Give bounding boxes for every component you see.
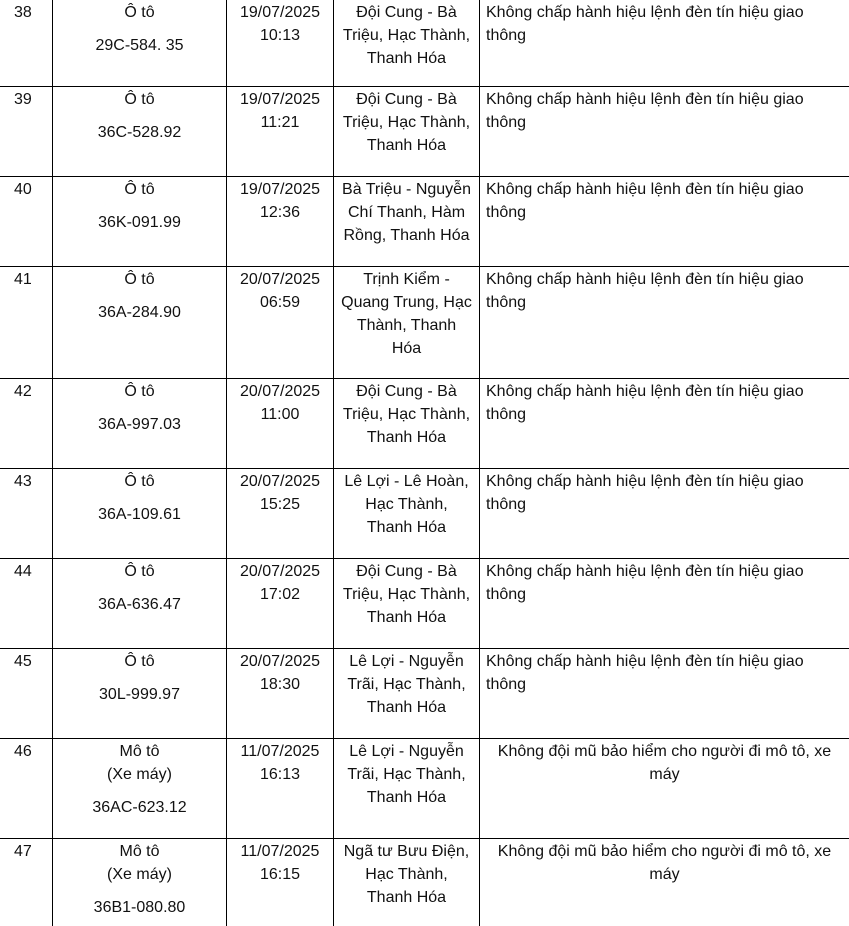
vehicle-type: Mô tô <box>119 843 160 860</box>
violation-cell <box>479 649 849 738</box>
location-cell <box>333 87 479 176</box>
row-number-cell <box>0 559 52 648</box>
datetime-cell <box>226 739 333 838</box>
location-line: Triệu, Hạc Thành, <box>342 406 471 423</box>
violation-description: Không chấp hành hiệu lệnh đèn tín hiệu giao thông <box>486 4 804 44</box>
vehicle-type: (Xe máy) <box>107 866 172 883</box>
table-row <box>0 0 849 87</box>
vehicle-cell <box>52 177 226 266</box>
violation-description: Không chấp hành hiệu lệnh đèn tín hiệu giao thông <box>486 271 804 311</box>
location-line: Lê Lợi - Lê Hoàn, <box>344 473 469 490</box>
violation-description: Không chấp hành hiệu lệnh đèn tín hiệu giao thông <box>486 91 804 131</box>
vehicle-cell <box>52 839 226 926</box>
datetime-cell <box>226 469 333 558</box>
violation-description: Không chấp hành hiệu lệnh đèn tín hiệu giao thông <box>486 563 804 603</box>
row-number-cell <box>0 177 52 266</box>
violation-date: 11/07/2025 <box>240 843 320 860</box>
vehicle-cell <box>52 469 226 558</box>
datetime-cell <box>226 267 333 378</box>
location-line: Đội Cung - Bà <box>356 4 457 21</box>
table-row <box>0 177 849 267</box>
location-cell <box>333 739 479 838</box>
row-number-cell <box>0 649 52 738</box>
license-plate: 36B1-080.80 <box>93 899 186 916</box>
violation-cell <box>479 559 849 648</box>
vehicle-type: Ô tô <box>124 653 155 670</box>
violation-description: Không chấp hành hiệu lệnh đèn tín hiệu giao thông <box>486 473 804 513</box>
datetime-cell <box>226 839 333 926</box>
location-line: Đội Cung - Bà <box>356 383 457 400</box>
violation-description: máy <box>649 766 680 783</box>
violation-cell <box>479 469 849 558</box>
vehicle-cell <box>52 559 226 648</box>
location-line: Hạc Thành, <box>365 866 448 883</box>
location-line: Triệu, Hạc Thành, <box>342 114 471 131</box>
location-cell <box>333 0 479 86</box>
table-row <box>0 469 849 559</box>
table-row <box>0 267 849 379</box>
row-number-cell <box>0 739 52 838</box>
location-line: Lê Lợi - Nguyễn <box>349 653 464 670</box>
location-line: Trịnh Kiểm - <box>363 271 450 288</box>
vehicle-cell <box>52 0 226 86</box>
license-plate: 30L-999.97 <box>99 686 180 703</box>
violation-cell <box>479 0 849 86</box>
vehicle-type: Mô tô <box>119 743 160 760</box>
location-line: Thanh Hóa <box>366 789 447 806</box>
location-line: Thanh Hóa <box>366 889 447 906</box>
violation-cell <box>479 739 849 838</box>
datetime-cell <box>226 379 333 468</box>
vehicle-cell <box>52 739 226 838</box>
vehicle-type: Ô tô <box>124 563 155 580</box>
vehicle-type: (Xe máy) <box>107 766 172 783</box>
location-cell <box>333 177 479 266</box>
table-row <box>0 739 849 839</box>
vehicle-cell <box>52 267 226 378</box>
location-line: Chí Thanh, Hàm <box>347 204 466 221</box>
location-line: Lê Lợi - Nguyễn <box>349 743 464 760</box>
license-plate: 36C-528.92 <box>97 124 182 141</box>
violation-time: 18:30 <box>259 676 301 693</box>
license-plate: 36K-091.99 <box>98 214 181 231</box>
violation-time: 11:21 <box>260 114 300 131</box>
row-number-cell <box>0 469 52 558</box>
violation-cell <box>479 177 849 266</box>
violation-time: 15:25 <box>259 496 301 513</box>
location-cell <box>333 469 479 558</box>
violation-cell <box>479 87 849 176</box>
location-line: Trãi, Hạc Thành, <box>347 676 466 693</box>
vehicle-cell <box>52 87 226 176</box>
violation-description: máy <box>649 866 680 883</box>
row-number: 46 <box>14 743 32 760</box>
violation-cell <box>479 839 849 926</box>
row-number: 40 <box>14 181 32 198</box>
vehicle-type: Ô tô <box>124 181 155 198</box>
violation-date: 20/07/2025 <box>239 473 321 490</box>
location-line: Thanh Hóa <box>366 519 447 536</box>
violation-description: Không đội mũ bảo hiểm cho người đi mô tô, xe <box>497 843 832 860</box>
violation-time: 11:00 <box>260 406 300 423</box>
row-number: 38 <box>14 4 32 21</box>
violation-date: 20/07/2025 <box>239 653 321 670</box>
location-cell <box>333 839 479 926</box>
table-row <box>0 379 849 469</box>
location-cell <box>333 649 479 738</box>
location-cell <box>333 379 479 468</box>
location-cell <box>333 267 479 378</box>
license-plate: 36AC-623.12 <box>92 799 187 816</box>
violation-description: Không chấp hành hiệu lệnh đèn tín hiệu giao thông <box>486 653 804 693</box>
license-plate: 29C-584. 35 <box>95 37 184 54</box>
location-line: Bà Triệu - Nguyễn <box>342 181 471 198</box>
datetime-cell <box>226 649 333 738</box>
table-row <box>0 839 849 926</box>
license-plate: 36A-109.61 <box>98 506 181 523</box>
row-number: 45 <box>14 653 32 670</box>
violation-cell <box>479 267 849 378</box>
violation-time: 16:13 <box>259 766 301 783</box>
datetime-cell <box>226 559 333 648</box>
location-line: Trãi, Hạc Thành, <box>347 766 466 783</box>
violation-date: 19/07/2025 <box>239 181 321 198</box>
vehicle-type: Ô tô <box>124 271 155 288</box>
location-line: Đội Cung - Bà <box>356 563 457 580</box>
violation-time: 17:02 <box>259 586 301 603</box>
violation-description: Không đội mũ bảo hiểm cho người đi mô tô, xe <box>497 743 832 760</box>
location-line: Thanh Hóa <box>366 50 447 67</box>
row-number: 41 <box>14 271 32 288</box>
location-line: Thanh Hóa <box>366 429 447 446</box>
row-number-cell <box>0 839 52 926</box>
violation-time: 16:15 <box>259 866 301 883</box>
location-line: Thanh Hóa <box>366 137 447 154</box>
location-line: Rồng, Thanh Hóa <box>343 227 470 244</box>
location-line: Triệu, Hạc Thành, <box>342 27 471 44</box>
violation-description: Không chấp hành hiệu lệnh đèn tín hiệu giao thông <box>486 383 804 423</box>
violation-cell <box>479 379 849 468</box>
location-line: Triệu, Hạc Thành, <box>342 586 471 603</box>
row-number-cell <box>0 379 52 468</box>
row-number: 44 <box>14 563 32 580</box>
violation-time: 06:59 <box>259 294 301 311</box>
violation-time: 12:36 <box>259 204 301 221</box>
license-plate: 36A-284.90 <box>98 304 181 321</box>
vehicle-type: Ô tô <box>124 383 155 400</box>
violation-date: 20/07/2025 <box>239 271 321 288</box>
row-number-cell <box>0 0 52 86</box>
violation-date: 19/07/2025 <box>239 91 321 108</box>
table-row <box>0 87 849 177</box>
vehicle-cell <box>52 649 226 738</box>
datetime-cell <box>226 87 333 176</box>
license-plate: 36A-997.03 <box>98 416 181 433</box>
vehicle-type: Ô tô <box>124 473 155 490</box>
table-row <box>0 559 849 649</box>
row-number-cell <box>0 87 52 176</box>
datetime-cell <box>226 0 333 86</box>
row-number: 39 <box>14 91 32 108</box>
location-line: Đội Cung - Bà <box>356 91 457 108</box>
location-line: Hạc Thành, <box>365 496 448 513</box>
violation-date: 20/07/2025 <box>239 563 321 580</box>
row-number: 43 <box>14 473 32 490</box>
violation-date: 19/07/2025 <box>239 4 321 21</box>
location-line: Quang Trung, Hạc <box>341 294 472 311</box>
location-line: Hóa <box>391 340 422 357</box>
violation-time: 10:13 <box>259 27 301 44</box>
row-number: 42 <box>14 383 32 400</box>
vehicle-type: Ô tô <box>124 4 155 21</box>
violation-date: 11/07/2025 <box>240 743 320 760</box>
location-line: Thành, Thanh <box>356 317 457 334</box>
violation-description: Không chấp hành hiệu lệnh đèn tín hiệu giao thông <box>486 181 804 221</box>
vehicle-cell <box>52 379 226 468</box>
location-line: Ngã tư Bưu Điện, <box>343 843 470 860</box>
vehicle-type: Ô tô <box>124 91 155 108</box>
row-number-cell <box>0 267 52 378</box>
location-line: Thanh Hóa <box>366 609 447 626</box>
table-row <box>0 649 849 739</box>
violation-date: 20/07/2025 <box>239 383 321 400</box>
location-line: Thanh Hóa <box>366 699 447 716</box>
license-plate: 36A-636.47 <box>98 596 181 613</box>
location-cell <box>333 559 479 648</box>
row-number: 47 <box>14 843 32 860</box>
datetime-cell <box>226 177 333 266</box>
